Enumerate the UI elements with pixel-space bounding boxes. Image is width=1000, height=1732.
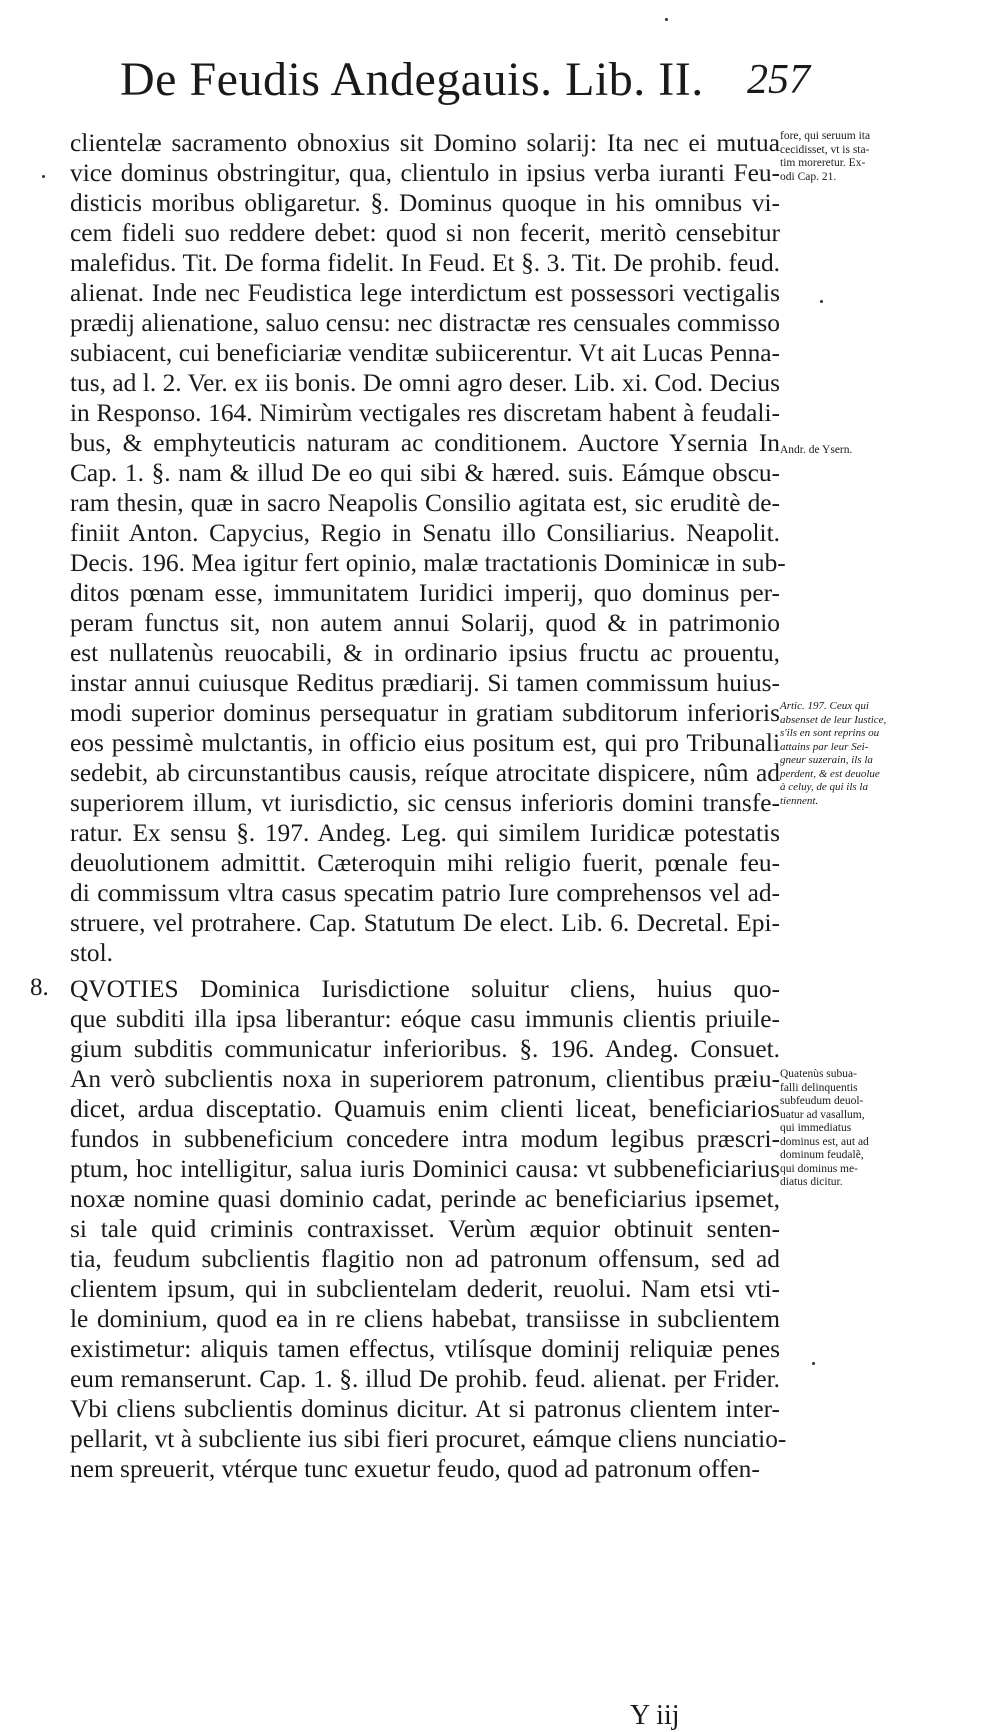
text-line: ptum, hoc intelligitur, salua iuris Dominici causa: vt subbeneficiarius xyxy=(70,1155,780,1183)
marginal-line: absenset de leur Iustice, xyxy=(780,713,887,726)
marginal-line: uatur ad vasallum, xyxy=(780,1108,865,1121)
print-speck xyxy=(42,175,45,178)
marginal-line: diatus dicitur. xyxy=(780,1176,843,1188)
marginal-note-1 xyxy=(780,130,910,184)
text-line: clientelæ sacramento obnoxius sit Domino solarij: Ita nec ei mutua xyxy=(70,129,780,157)
marginal-line: perdent, & est deuolue xyxy=(780,767,880,780)
marginal-line: falli delinquentis xyxy=(780,1081,858,1094)
text-line: ditos pœnam esse, immunitatem Iuridici imperij, quo dominus per- xyxy=(70,579,780,607)
marginal-note-4 xyxy=(780,1068,910,1190)
text-line: clientem ipsum, qui in subclientelam dederit, reuolui. Nam etsi vti- xyxy=(70,1275,780,1303)
page-header xyxy=(120,52,810,122)
text-line: stol. xyxy=(70,939,114,967)
marginal-line: tiennent. xyxy=(780,794,819,807)
text-line: nem spreuerit, vtérque tunc exuetur feudo, quod ad patronum offen- xyxy=(70,1455,760,1483)
text-line: An verò subclientis noxa in superiorem patronum, clientibus præiu- xyxy=(70,1065,780,1093)
marginal-line: fore, qui seruum ita xyxy=(780,130,871,142)
marginal-note-3 xyxy=(780,700,910,808)
text-line: prædij alienatione, saluo censu: nec distractæ res censuales commisso xyxy=(70,309,780,337)
text-line: gium subditis communicatur inferioribus. §. 196. Andeg. Consuet. xyxy=(70,1035,780,1063)
text-line: dicet, ardua disceptatio. Quamuis enim clienti liceat, beneficiarios xyxy=(70,1095,780,1123)
text-line: deuolutionem admittit. Cæteroquin mihi religio fuerit, pœnale feu- xyxy=(70,849,780,877)
text-line: cem fideli suo reddere debet: quod si non fecerit, meritò censebitur xyxy=(70,219,780,247)
text-line: di commissum vltra casus specatim patrio Iure comprehensos vel ad- xyxy=(70,879,780,907)
text-line: vice dominus obstringitur, qua, clientulo in ipsius verba iuranti Feu- xyxy=(70,159,780,187)
page-number: 257 xyxy=(747,57,810,103)
text-line: peram functus sit, non autem annui Solarij, quod & in patrimonio xyxy=(70,609,780,637)
text-line: malefidus. Tit. De forma fidelit. In Feud. Et §. 3. Tit. De prohib. feud. xyxy=(70,249,780,277)
text-line: instar annui cuiusque Reditus prædiarij. Si tamen commissum huius- xyxy=(70,669,780,697)
text-line: modi superior dominus persequatur in gratiam subditorum inferioris xyxy=(70,699,780,727)
text-line: si tale quid criminis contraxisset. Verùm æquior obtinuit senten- xyxy=(70,1215,780,1243)
text-line: eum remanserunt. Cap. 1. §. illud De prohib. feud. alienat. per Frider. xyxy=(70,1365,780,1393)
marginal-line: subfeudum deuol- xyxy=(780,1095,864,1107)
text-line: ram thesin, quæ in sacro Neapolis Consilio agitata est, sic eruditè de- xyxy=(70,489,780,517)
marginal-line: dominus est, aut ad xyxy=(780,1135,869,1148)
marginal-note-2 xyxy=(780,444,910,458)
marginal-line: Quatenùs subua- xyxy=(780,1068,857,1080)
main-text xyxy=(70,128,787,1484)
text-line: alienat. Inde nec Feudistica lege interdictum est possessori vectigalis xyxy=(70,279,780,307)
marginal-line: odi Cap. 21. xyxy=(780,170,837,183)
marginal-line: qui immediatus xyxy=(780,1122,852,1134)
marginal-line: attains par leur Sei- xyxy=(780,740,869,753)
text-line: tia, feudum subclientis flagitio non ad patronum offensum, sed ad xyxy=(70,1245,780,1273)
running-title: De Feudis Andegauis. Lib. II. xyxy=(120,53,704,106)
text-line: sedebit, ab circunstantibus causis, reíque atrocitate dispicere, nûm ad xyxy=(70,759,780,787)
text-line: noxæ nomine quasi dominio cadat, perinde ac beneficiarius ipsemet, xyxy=(70,1185,780,1213)
text-line: Vbi cliens subclientis dominus dicitur. At si patronus clientem inter- xyxy=(70,1395,780,1423)
text-line: eos pessimè mulctantis, in officio eius positum est, qui pro Tribunali xyxy=(70,729,780,757)
text-line: bus, & emphyteuticis naturam ac conditionem. Auctore Ysernia In xyxy=(70,429,780,457)
text-line: ratur. Ex sensu §. 197. Andeg. Leg. qui similem Iuridicæ potestatis xyxy=(70,819,780,847)
text-line: finiit Anton. Capycius, Regio in Senatu illo Consiliarius. Neapolit. xyxy=(70,519,780,547)
print-speck xyxy=(820,300,823,303)
marginal-line: gneur suzerain, ils la xyxy=(780,754,873,766)
text-line: pellarit, vt à subcliente ius sibi fieri procuret, eámque cliens nunciatio- xyxy=(70,1425,787,1453)
marginal-line: Andr. de Ysern. xyxy=(780,444,853,456)
text-line: fundos in subbeneficium concedere intra modum legibus præscri- xyxy=(70,1125,780,1153)
text-line: superiorem illum, vt iurisdictio, sic census inferioris domini transfe- xyxy=(70,789,780,817)
text-line: struere, vel protrahere. Cap. Statutum De elect. Lib. 6. Decretal. Epi- xyxy=(70,909,780,937)
text-line: tus, ad l. 2. Ver. ex iis bonis. De omni agro deser. Lib. xi. Cod. Decius xyxy=(70,369,780,397)
signature-mark: Y iij xyxy=(630,1700,680,1731)
marginal-line: s'ils en sont reprins ou xyxy=(780,727,880,739)
text-line: existimetur: aliquis tamen effectus, vtilísque dominij reliquiæ penes xyxy=(70,1335,780,1363)
text-line: est nullatenùs reuocabili, & in ordinario ipsius fructu ac prouentu, xyxy=(70,639,780,667)
marginal-line: dominum feudalẽ, xyxy=(780,1149,864,1161)
marginal-line: Artic. 197. Ceux qui xyxy=(780,700,869,712)
text-line: in Responso. 164. Nimirùm vectigales res discretam habent à feudali- xyxy=(70,399,780,427)
text-line: le dominium, quod ea in re cliens habebat, transiisse in subclientem xyxy=(70,1305,780,1333)
text-line: Decis. 196. Mea igitur fert opinio, malæ tractationis Dominicæ in sub- xyxy=(70,549,786,577)
print-speck xyxy=(812,1362,815,1365)
paragraph-marker: 8. xyxy=(30,974,49,1001)
text-line: Cap. 1. §. nam & illud De eo qui sibi & hæred. suis. Eámque obscu- xyxy=(70,459,780,487)
marginal-line: tim moreretur. Ex- xyxy=(780,157,866,169)
marginal-line: à celuy, de qui ils la xyxy=(780,781,868,793)
marginal-line: cecidisset, vt is sta- xyxy=(780,143,870,156)
text-line: que subditi illa ipsa liberantur: eóque casu immunis clientis priuile- xyxy=(70,1005,780,1033)
marginal-line: qui dominus me- xyxy=(780,1162,858,1175)
print-speck xyxy=(665,18,668,21)
text-line: QVOTIES Dominica Iurisdictione soluitur cliens, huius quo- xyxy=(70,975,780,1003)
text-line: disticis moribus obligaretur. §. Dominus quoque in his omnibus vi- xyxy=(70,189,780,217)
text-line: subiacent, cui beneficiariæ venditæ subiicerentur. Vt ait Lucas Penna- xyxy=(70,339,780,367)
